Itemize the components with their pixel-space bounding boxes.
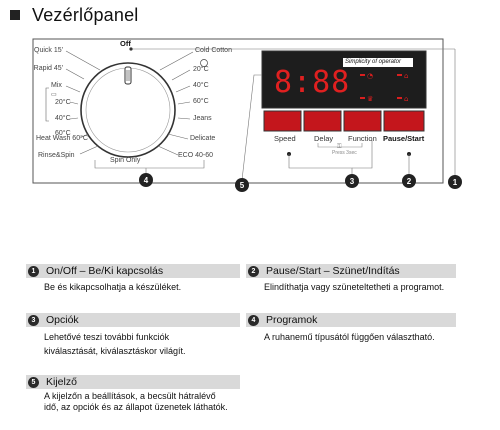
- dial-label-rinse-spin: Rinse&Spin: [38, 152, 75, 159]
- speed-button-face[interactable]: [264, 111, 301, 131]
- press-hint: Press 3sec: [332, 150, 357, 156]
- section-5-body: [44, 391, 228, 413]
- dial-pointer: [125, 67, 131, 84]
- section-5-line-2: idő, az opciók és az állapot üzenetek láthatók.: [44, 402, 228, 412]
- dial-label-20-left: 20°C: [55, 99, 71, 106]
- dial-label-40-right: 40°C: [193, 82, 209, 89]
- section-5-header: [26, 375, 240, 389]
- callout-2: 2: [402, 174, 416, 188]
- display-digits: 8:88: [274, 65, 351, 100]
- dial-label-quick: Quick 15': [34, 47, 63, 54]
- section-5-title: Kijelző: [46, 376, 77, 388]
- button-row: [264, 111, 424, 131]
- dial-label-cold-cotton: Cold Cotton: [195, 47, 232, 54]
- pause-start-button-label[interactable]: Pause/Start: [383, 134, 425, 143]
- speed-button-label[interactable]: Speed: [274, 134, 296, 143]
- dial-label-mix: Mix: [51, 82, 62, 89]
- section-1-title: On/Off – Be/Ki kapcsolás: [46, 265, 164, 277]
- dial-label-eco: ECO 40-60: [178, 152, 214, 159]
- dial-label-jeans: Jeans: [193, 115, 212, 122]
- section-3-line-1: Lehetővé teszi további funkciók: [44, 332, 170, 342]
- callout-4: 4: [139, 173, 153, 187]
- section-4-number: 4: [248, 315, 259, 326]
- page-title: Vezérlőpanel: [32, 4, 139, 25]
- section-2-body: [264, 281, 444, 295]
- control-panel-drawing: [0, 0, 500, 200]
- dial-label-spin-only: Spin Only: [110, 157, 141, 164]
- section-2-number: 2: [248, 266, 259, 277]
- dial-label-40-left: 40°C: [55, 115, 71, 122]
- section-3-line-2: kiválasztását, kiválasztáskor világít.: [44, 345, 186, 356]
- pause-start-button-face[interactable]: [384, 111, 424, 131]
- dial-label-heat-wash: Heat Wash 60°C: [36, 135, 88, 142]
- callout-1: 1: [448, 175, 462, 189]
- section-4-header: [246, 313, 456, 327]
- dial-label-20-right: 20°C: [193, 66, 209, 73]
- svg-text:⌂: ⌂: [404, 95, 409, 103]
- section-4-line-1: A ruhanemű típusától függően választható.: [264, 332, 435, 342]
- callout-3: 3: [345, 174, 359, 188]
- section-3-title: Opciók: [46, 314, 79, 326]
- section-3-body: [44, 331, 186, 358]
- dial-label-60-left: 60°C: [55, 130, 71, 137]
- section-2-header: [246, 264, 456, 278]
- svg-text:◔: ◔: [367, 72, 374, 80]
- section-3-number: 3: [28, 315, 39, 326]
- section-1-number: 1: [28, 266, 39, 277]
- display-tagline: Simplicity of operator: [345, 59, 402, 65]
- dial-off-label: Off: [120, 39, 131, 48]
- svg-text:⚿: ⚿: [337, 143, 342, 150]
- dial-label-60-right: 60°C: [193, 98, 209, 105]
- mix-icon: ▭: [51, 92, 57, 98]
- function-button-label[interactable]: Function: [348, 134, 377, 143]
- section-2-line-1: Elindíthatja vagy szüneteltetheti a programot.: [264, 282, 445, 292]
- section-4-title: Programok: [266, 314, 318, 326]
- mix-bracket: [46, 88, 49, 121]
- section-3-header: [26, 313, 240, 327]
- callout-5: 5: [235, 178, 249, 192]
- section-2-title: Pause/Start – Szünet/Indítás: [266, 265, 400, 277]
- section-4-body: [264, 331, 435, 345]
- section-5-number: 5: [28, 377, 39, 388]
- svg-text:⌂: ⌂: [404, 72, 409, 80]
- section-1-header: [26, 264, 240, 278]
- function-button-face[interactable]: [344, 111, 381, 131]
- dial-label-rapid: Rapid 45': [33, 65, 63, 72]
- delay-button-face[interactable]: [304, 111, 341, 131]
- section-1-line-1: Be és kikapcsolhatja a készüléket.: [44, 282, 182, 292]
- section-1-body: [44, 281, 181, 295]
- svg-text:♛: ♛: [367, 95, 374, 103]
- delay-button-label[interactable]: Delay: [314, 134, 334, 143]
- dial-label-delicate: Delicate: [190, 135, 216, 142]
- section-5-line-1: A kijelzőn a beállítások, a becsült hátralévő: [44, 391, 216, 401]
